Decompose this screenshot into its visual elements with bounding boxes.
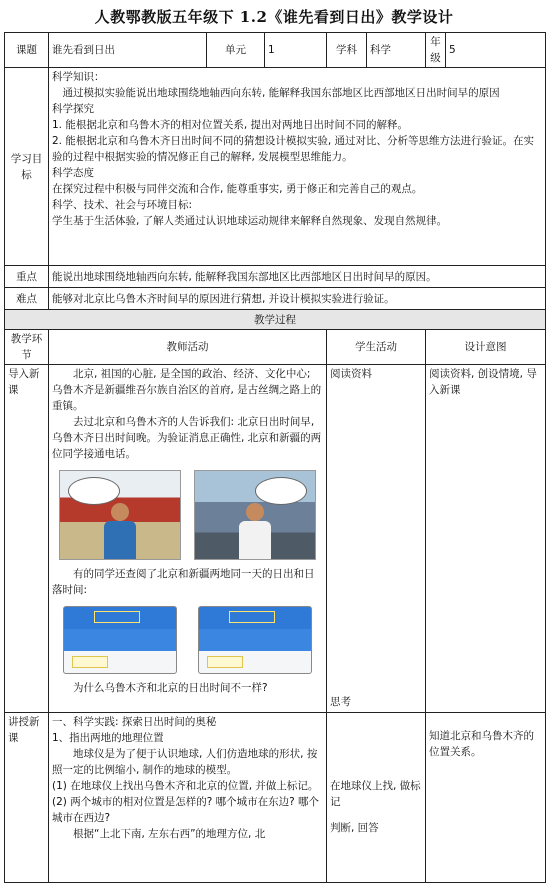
intro-para-1: 北京, 祖国的心脏, 是全国的政治、经济、文化中心; 乌鲁木齐是新疆维吾尔族自治区的首府, 是古丝绸之路上的重镇。: [52, 368, 322, 412]
urumqi-student-photo: [194, 470, 316, 560]
new-lesson-line-3: 地球仪是为了便于认识地球, 人们仿造地球的形状, 按照一定的比例缩小, 制作的地球的模型。: [52, 748, 318, 776]
sts-text: 学生基于生活体验, 了解人类通过认识地球运动规律来解释自然现象、发现自然规律。: [52, 215, 448, 227]
attitude-heading: 科学态度: [52, 167, 94, 179]
attitude-text: 在探究过程中积极与同伴交流和合作, 能尊重事实, 勇于修正和完善自己的观点。: [52, 183, 423, 195]
intro-row: [5, 365, 546, 713]
process-heading: 教学过程: [5, 310, 546, 330]
speech-bubble-icon: [255, 477, 307, 505]
difficulty-label: 难点: [5, 288, 49, 310]
unit-label: 单元: [207, 33, 265, 68]
topic-label: 课题: [5, 33, 49, 68]
difficulty-row: [5, 288, 546, 310]
new-lesson-intent-text: 知道北京和乌鲁木齐的位置关系。: [429, 730, 534, 758]
difficulty-text: 能够对北京比乌鲁木齐时间早的原因进行猜想, 并设计模拟实验进行验证。: [49, 288, 546, 310]
page-title: 人教鄂教版五年级下 1.2《谁先看到日出》教学设计: [94, 8, 454, 26]
goals-content: [49, 68, 546, 266]
intro-teacher: [49, 365, 327, 713]
process-heading-row: [5, 310, 546, 330]
key-point-text: 能说出地球围绕地轴西向东转, 能解释我国东部地区比西部地区日出时间早的原因。: [49, 266, 546, 288]
intro-student: [327, 365, 426, 713]
intro-stage: 导入新课: [5, 365, 49, 713]
col-intent-header: 设计意图: [426, 330, 546, 365]
info-row: [5, 33, 546, 68]
student-figure-icon: [104, 503, 136, 559]
lesson-plan-table: [4, 32, 546, 883]
inquiry-item-1: 1. 能根据北京和乌鲁木齐的相对位置关系, 提出对两地日出时间不同的解释。: [52, 119, 409, 131]
subject-label: 学科: [327, 33, 367, 68]
new-lesson-line-6: 根据“上北下南, 左东右西”的地理方位, 北: [73, 828, 266, 840]
process-header-row: [5, 330, 546, 365]
sunrise-screenshots: [52, 606, 323, 674]
intro-intent: 阅读资料, 创设情境, 导入新课: [426, 365, 546, 713]
new-lesson-student-1: 在地球仪上找, 做标记: [330, 780, 421, 808]
new-lesson-teacher: [49, 713, 327, 883]
grade-label: 年级: [426, 33, 446, 68]
intro-para-2: 去过北京和乌鲁木齐的人告诉我们: 北京日出时间早, 乌鲁木齐日出时间晚。为验证消息正确性, 北京和新疆的两位同学接通电话。: [52, 416, 322, 460]
new-lesson-stage: 讲授新课: [5, 713, 49, 883]
intro-student-2: 思考: [330, 696, 351, 708]
new-lesson-intent: [426, 713, 546, 883]
key-point-label: 重点: [5, 266, 49, 288]
inquiry-item-2: 2. 能根据北京和乌鲁木齐日出时间不同的猜想设计模拟实验, 通过对比、分析等思维方法进行验证。在实验的过程中根据实验的情况修正自己的解释, 发展模型思维能力。: [52, 135, 535, 163]
subject-value: 科学: [367, 33, 426, 68]
topic-value: 谁先看到日出: [49, 33, 207, 68]
col-teacher-header: 教师活动: [49, 330, 327, 365]
key-point-row: [5, 266, 546, 288]
col-student-header: 学生活动: [327, 330, 426, 365]
new-lesson-student-2: 判断, 回答: [330, 822, 379, 834]
urumqi-weather-screenshot: [198, 606, 312, 674]
new-lesson-line-5: (2) 两个城市的相对位置是怎样的? 哪个城市在东边? 哪个城市在西边?: [52, 796, 320, 824]
new-lesson-line-2: 1、指出两地的地理位置: [52, 732, 164, 744]
unit-value: 1: [265, 33, 327, 68]
goals-row: [5, 68, 546, 266]
inquiry-heading: 科学探究: [52, 103, 94, 115]
phone-call-images: [52, 470, 323, 560]
new-lesson-student: [327, 713, 426, 883]
beijing-student-photo: [59, 470, 181, 560]
grade-value: 5: [446, 33, 546, 68]
new-lesson-line-4: (1) 在地球仪上找出乌鲁木齐和北京的位置, 并做上标记。: [52, 780, 319, 792]
speech-bubble-icon: [68, 477, 120, 505]
intro-para-3: 有的同学还查阅了北京和新疆两地同一天的日出和日落时间:: [52, 568, 315, 596]
student-figure-icon: [239, 503, 271, 559]
new-lesson-line-1: 一、科学实践: 探索日出时间的奥秘: [52, 716, 217, 728]
new-lesson-row: [5, 713, 546, 883]
intro-question: 为什么乌鲁木齐和北京的日出时间不一样?: [73, 682, 268, 694]
intro-student-1: 阅读资料: [330, 368, 372, 380]
beijing-weather-screenshot: [63, 606, 177, 674]
sts-heading: 科学、技术、社会与环境目标:: [52, 199, 193, 211]
knowledge-text: 通过模拟实验能说出地球围绕地轴西向东转, 能解释我国东部地区比西部地区日出时间早的原因: [62, 87, 500, 99]
knowledge-heading: 科学知识：: [52, 71, 105, 83]
col-stage-header: 教学环节: [5, 330, 49, 365]
goals-label: 学习目标: [5, 68, 49, 266]
